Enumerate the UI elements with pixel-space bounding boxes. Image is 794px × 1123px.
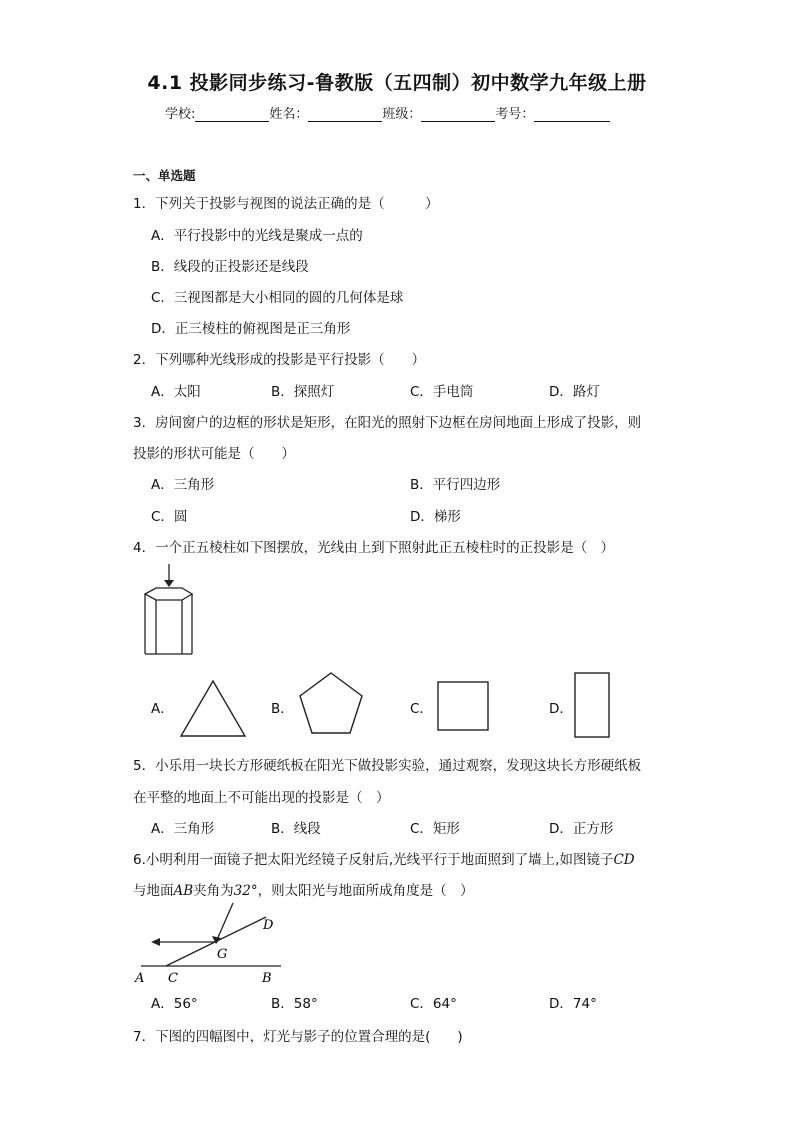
name-blank <box>308 107 382 122</box>
rectangle-figure <box>573 670 613 740</box>
square-figure <box>436 680 492 732</box>
q2-option-c: C．手电筒 <box>410 384 474 400</box>
q1-option-d: D．正三棱柱的俯视图是正三角形 <box>151 321 351 337</box>
school-blank <box>195 107 269 122</box>
q5-option-c: C．矩形 <box>410 821 460 837</box>
school-label: 学校: <box>165 107 196 122</box>
q6-option-d: D．74° <box>549 996 597 1012</box>
section-heading: 一、单选题 <box>133 168 196 183</box>
q6-option-c: C．64° <box>410 996 457 1012</box>
q4-option-a: A． <box>151 701 174 717</box>
q2-option-a: A．太阳 <box>151 384 201 400</box>
pentagon-figure <box>297 670 367 736</box>
q6-option-a: A．56° <box>151 996 198 1012</box>
mirror-reflection-figure <box>133 903 293 986</box>
number-label: 考号： <box>495 107 535 122</box>
triangle-figure <box>179 678 249 740</box>
q5-option-b: B．线段 <box>271 821 321 837</box>
page-title: 4.1 投影同步练习-鲁教版（五四制）初中数学九年级上册 <box>147 72 647 94</box>
class-label: 班级： <box>382 107 422 122</box>
number-blank <box>534 107 610 122</box>
question-7-stem: 7．下图的四幅图中，灯光与影子的位置合理的是( ) <box>133 1029 463 1045</box>
question-3-stem-line2: 投影的形状可能是（ ） <box>133 446 295 462</box>
question-4-stem: 4．一个正五棱柱如下图摆放，光线由上到下照射此正五棱柱时的正投影是（ ） <box>133 540 615 556</box>
q3-option-d: D．梯形 <box>410 509 461 525</box>
q3-option-a: A．三角形 <box>151 477 215 493</box>
q3-option-b: B．平行四边形 <box>410 477 501 493</box>
question-2-stem: 2．下列哪种光线形成的投影是平行投影（ ） <box>133 352 426 368</box>
q4-option-d: D． <box>549 701 573 717</box>
q6-option-b: B．58° <box>271 996 318 1012</box>
name-label: 姓名： <box>269 107 309 122</box>
student-info-row <box>165 103 610 122</box>
question-6-stem-line1 <box>133 848 635 868</box>
q3-option-c: C．圆 <box>151 509 188 525</box>
q2-option-b: B．探照灯 <box>271 384 335 400</box>
q2-option-d: D．路灯 <box>549 384 600 400</box>
question-6-stem-line2 <box>133 879 474 899</box>
q1-option-c: C．三视图都是大小相同的圆的几何体是球 <box>151 290 404 306</box>
label-g: G <box>217 947 228 962</box>
question-3-stem-line1: 3．房间窗户的边框的形状是矩形，在阳光的照射下边框在房间地面上形成了投影，则 <box>133 415 642 431</box>
label-d: D <box>263 918 274 933</box>
label-a: A <box>135 971 145 986</box>
question-1-stem: 1．下列关于投影与视图的说法正确的是（ ） <box>133 196 439 212</box>
q6-line2-text-a: 与地面 <box>133 883 174 899</box>
class-blank <box>421 107 495 122</box>
label-b: B <box>262 971 272 986</box>
q6-angle: 32° <box>233 883 258 899</box>
q1-option-b: B．线段的正投影还是线段 <box>151 259 309 275</box>
q4-option-b: B． <box>271 701 294 717</box>
q5-option-d: D．正方形 <box>549 821 614 837</box>
q5-option-a: A．三角形 <box>151 821 215 837</box>
q6-line2-text-b: 夹角为 <box>193 883 234 899</box>
label-c: C <box>168 971 178 986</box>
question-5-stem-line2: 在平整的地面上不可能出现的投影是（ ） <box>133 790 390 806</box>
q1-option-a: A．平行投影中的光线是聚成一点的 <box>151 228 363 244</box>
q6-line2-text-c: ，则太阳光与地面所成角度是（ ） <box>257 883 474 899</box>
q6-line1-text: 6.小明利用一面镜子把太阳光经镜子反射后,光线平行于地面照到了墙上,如图镜子 <box>133 852 614 868</box>
q4-option-c: C． <box>410 701 433 717</box>
question-5-stem-line1: 5．小乐用一块长方形硬纸板在阳光下做投影实验，通过观察，发现这块长方形硬纸板 <box>133 758 642 774</box>
q6-math-cd: CD <box>613 852 635 868</box>
pentagonal-prism-figure <box>140 564 200 659</box>
q6-math-ab: AB <box>173 883 194 899</box>
